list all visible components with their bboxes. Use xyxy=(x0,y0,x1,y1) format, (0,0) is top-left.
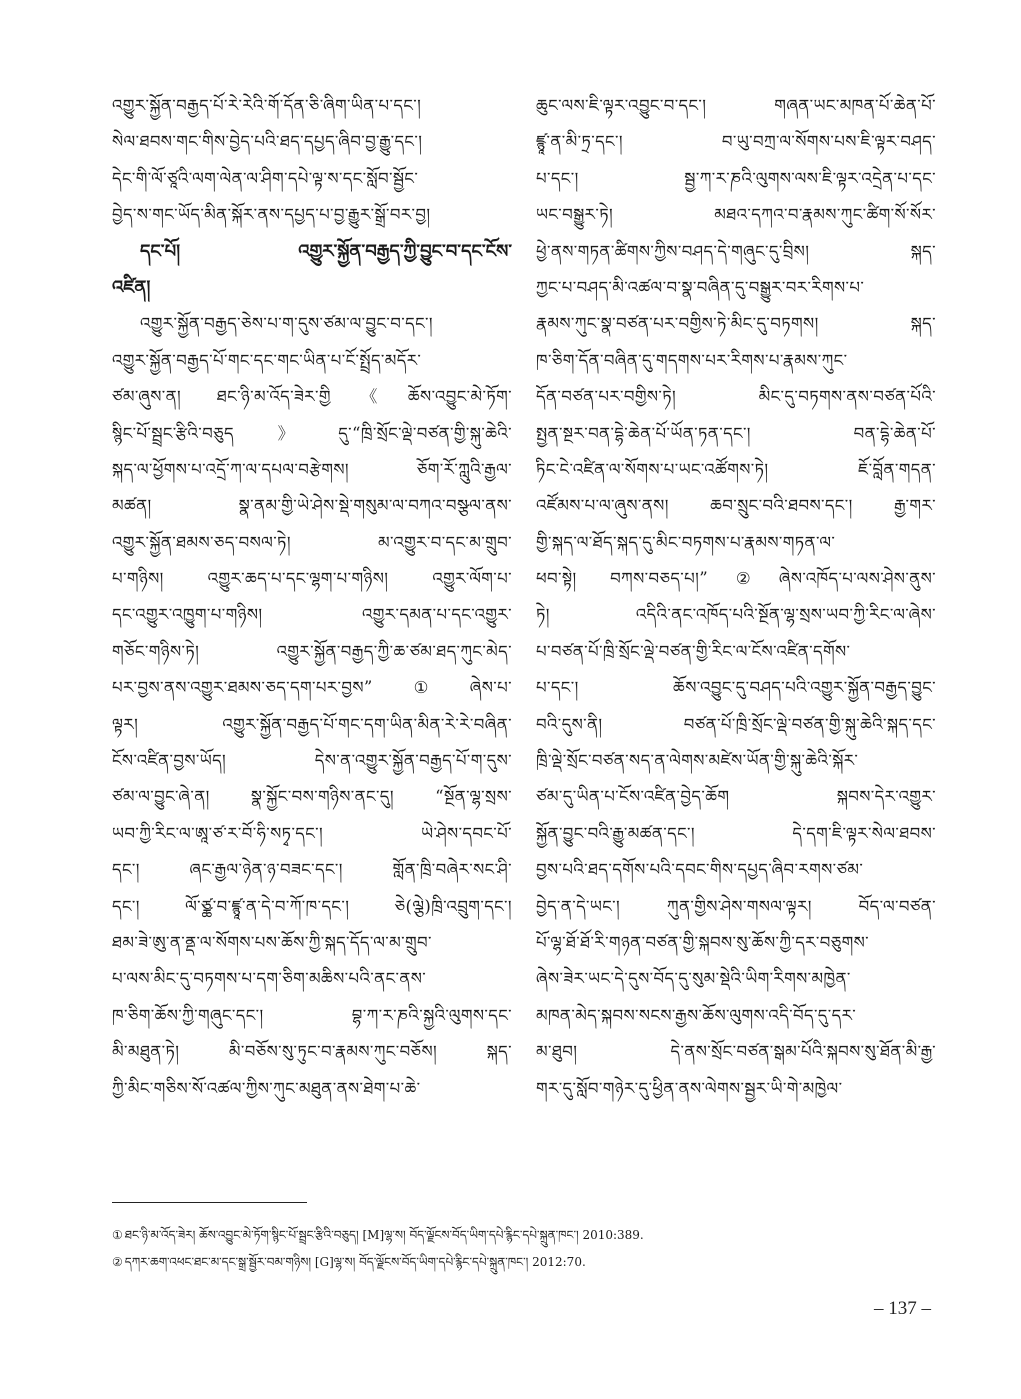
left-column xyxy=(112,88,512,1107)
paragraph-line: ཁ་ཅིག་ཆོས་ཀྱི་གཞུང་དང་། བྷ་ཀ་ར་ཎའི་སྐྱའི་ལུགས་དང་ xyxy=(112,1005,512,1025)
paragraph-line: དང་། ཞང་རྒྱལ་ཉེན་ཉ་བཟང་དང་། གློན་ཁྲི་བཞེར་སང་ཤི་ xyxy=(112,860,512,880)
text-line: ཁྲི་ལྡེ་སྲོང་བཙན་སད་ན་ལེགས་མཛེས་ཡོན་གྱི་སྐུ་ཆེའི་སྐོར་ xyxy=(536,751,859,771)
text-line: ཡང་བསྒྱུར་ཏེ། མཐའ་དཀའ་བ་རྣམས་ཀུང་ཚིག་སོ་སོར་ xyxy=(536,205,936,225)
footnote-1 xyxy=(112,1222,912,1249)
text-line: མཁན་མེད་སྐབས་སངས་རྒྱས་ཆོས་ལུགས་འདི་བོད་དུ་དར་ xyxy=(536,1005,857,1025)
text-line: ཆུང་ལས་ཇི་ལྟར་འབྱུང་བ་དང་། གཞན་ཡང་མཁན་པོ་ཆེན་པོ་ xyxy=(536,96,936,115)
section-heading-cont: འཛིན། xyxy=(112,276,151,298)
paragraph-line: ངོས་འཛིན་བྱས་ཡོད། དེས་ན་འགྱུར་སྐྱོན་བརྒྱད་པོ་ག་དུས་ xyxy=(112,751,512,771)
text-line: སེལ་ཐབས་གང་གིས་བྱེད་པའི་ཐད་དཔྱད་ཞིབ་བྱ་རྒྱུ་དང་། xyxy=(112,132,423,152)
footnote-mark: ② xyxy=(112,1255,123,1269)
paragraph-line: འགྱུར་སྐྱོན་བརྒྱད་པོ་གང་དང་གང་ཡིན་པ་ངོ་སྤྲོད་མདོར་ xyxy=(112,350,422,370)
paragraph-line: པ་གཉིས། འགྱུར་ཆད་པ་དང་ལྷག་པ་གཉིས། འགྱུར་ལོག་པ་ xyxy=(112,569,512,589)
text-line: ཁ་ཅིག་དོན་བཞིན་དུ་གདགས་པར་རིགས་པ་རྣམས་ཀུང་ xyxy=(536,350,848,370)
text-line: ཏེ། འདིའི་ནང་འཁོད་པའི་སྔོན་ལྷ་སྲས་ཡབ་ཀྱི་རིང་ལ་ཞེས་ xyxy=(536,605,936,625)
right-column xyxy=(536,88,936,1107)
text-line: ཞེས་ཟེར་ཡང་དེ་དུས་བོད་དུ་སུམ་སྡེའི་ཡིག་རིགས་མཁྱེན་ xyxy=(536,969,851,989)
paragraph-line: པ་ལས་མིང་དུ་བཏགས་པ་དག་ཅིག་མཆིས་པའི་ནང་ནས་ xyxy=(112,969,427,989)
text-line: པོ་ལྷ་ཐོ་ཐོ་རི་གཉན་བཙན་གྱི་སྐབས་སུ་ཆོས་ཀྱི་དར་བཅུགས་ xyxy=(536,932,870,952)
text-line: ཛྙཱ་ན་མི་ཏྲ་དང་། བ་ཡུ་བཀྲ་ལ་སོགས་པས་ཇི་ལྟར་བཤད་ xyxy=(536,132,936,152)
text-line: བྱེད་ན་དེ་ཡང་། ཀུན་གྱིས་ཤེས་གསལ་ལྟར། བོད་ལ་བཙན་ xyxy=(536,896,936,916)
footnotes xyxy=(112,1222,912,1276)
paragraph-line: དང་འགྱུར་འཁྱུག་པ་གཉིས། འགྱུར་དམན་པ་དང་འགྱུར་ xyxy=(112,605,512,625)
footnote-divider xyxy=(112,1202,307,1203)
text-line: བྱེད་ས་གང་ཡོད་མིན་སྐོར་ནས་དཔྱད་པ་བྱ་རྒྱུར་སྒྲོ་བར་བྱ། xyxy=(112,205,431,225)
footnote-mark: ① xyxy=(112,1228,123,1242)
text-line: དེང་གི་ལོ་ཙཱའི་ལག་ལེན་ལ་ཤིག་དཔེ་ལྟ་ས་དང་སློབ་སྦྱོང་ xyxy=(112,168,419,188)
text-line: བྱས་པའི་ཐད་དགོས་པའི་དབང་གིས་དཔྱད་ཞིབ་རགས་ཙམ་ xyxy=(536,860,864,880)
paragraph-line: འགྱུར་སྐྱོན་བརྒྱད་ཅེས་པ་ག་དུས་ཙམ་ལ་བྱུང་བ་དང་། xyxy=(140,314,433,334)
text-line: ཕྱེ་ནས་གཏན་ཚིགས་ཀྱིས་བཤད་དེ་གཞུང་དུ་བྲིས། སྐད་ xyxy=(536,241,936,261)
paragraph-line: སྐད་ལ་ཕྱོགས་པ་འདྲོ་ཀ་ལ་དཔལ་བརྩེགས། ཅོག་རོ་ཀླུའི་རྒྱལ་ xyxy=(112,459,512,479)
paragraph-line: ཐམ་ཟེ་ཨུ་ན་ནྡ་ལ་སོགས་པས་ཆོས་ཀྱི་སྐད་དོད་ལ་མ་གྲུབ་ xyxy=(112,932,432,952)
text-line: གྱི་སྐད་ལ་ཐོད་སྐད་དུ་མིང་བཏགས་པ་རྣམས་གཏན་ལ་ xyxy=(536,532,836,552)
text-line: སྐྱོན་བྱུང་བའི་རྒྱུ་མཚན་དང་། དེ་དག་ཇི་ལྟར་སེལ་ཐབས་ xyxy=(536,823,936,843)
text-line: འཛོམས་པ་ལ་ཞུས་ནས། ཆབ་སྲུང་བའི་ཐབས་དང་། རྒྱ་གར་ xyxy=(536,496,936,516)
paragraph-line: ཙམ་ལ་བྱུང་ཞེ་ན། སྣ་སྐྱོང་བས་གཉིས་ནང་དུ། “སྔོན་ལྷ་སྲས་ xyxy=(112,787,512,807)
footnote-2 xyxy=(112,1249,912,1276)
paragraph-line: པར་བྱས་ནས་འགྱུར་ཐམས་ཅད་དག་པར་བྱས”①ཞེས་པ་ xyxy=(112,678,512,698)
text-line: ཕབ་སྟེ། བཀས་བཅད་པ།”②ཞེས་འཁོད་པ་ལས་ཤེས་ནུས་ xyxy=(536,569,936,589)
footnote-text: དཀར་ཆག་འཕང་ཐང་མ་དང་སྒྲ་སྦྱོར་བམ་གཉིས། [G]ལྷ་ས། བོད་ལྗོངས་བོད་ཡིག་དཔེ་རྙིང་དཔེ་སྐྲུན་ཁང་། 2012:70. xyxy=(124,1255,586,1269)
paragraph-line: དང་། ལོ་ཙྪ་བ་ཛྙཱ་ན་དེ་བ་ཀོ་ཁ་དང་། ཅེ(ལྕེ)ཁྲི་འབྲུག་དང་། xyxy=(112,896,512,916)
text-line: འགྱུར་སྐྱོན་བརྒྱད་པོ་རེ་རེའི་གོ་དོན་ཅི་ཞིག་ཡིན་པ་དང་། xyxy=(112,96,422,115)
text-line: ཏིང་ངེ་འཛིན་ལ་སོགས་པ་ཡང་འཚོགས་ཏེ། ཇོ་བློན་གདན་ xyxy=(536,459,936,479)
text-line: པ་བཙན་པོ་ཁྲི་སྲོང་ལྡེ་བཙན་གྱི་རིང་ལ་ངོས་འཛིན་དགོས་ xyxy=(536,641,851,661)
text-line: དོན་བཙན་པར་བགྱིས་ཏེ། མིང་དུ་བཏགས་ནས་བཙན་པོའི་ xyxy=(536,387,936,407)
text-line: པ་དང་། སྦྱ་ཀ་ར་ཎའི་ལུགས་ལས་ཇི་ལྟར་འདྲེན་པ་དང་ xyxy=(536,168,936,188)
text-line: བའི་དུས་ནི། བཙན་པོ་ཁྲི་སྲོང་ལྡེ་བཙན་གྱི་སྐུ་ཆེའི་སྐད་དང་ xyxy=(536,714,936,734)
footnote-text: ཐང་ཉི་མ་འོད་ཟེར། ཆོས་འབྱུང་མེ་ཏོག་སྙིང་པོ་སྦྲང་རྩིའི་བཅུད། [M]ལྷ་ས། བོད་ལྗོངས་བོད་ཡིག་དཔེ་རྙིང་དཔེ་སྐྲུན་ཁང་། 2010:389. xyxy=(124,1228,644,1242)
text-line: ཀྱང་པ་བཤད་མི་འཚལ་བ་སྣ་བཞིན་དུ་བསྒྱུར་བར་རིགས་པ་ xyxy=(536,277,865,297)
paragraph-line: མཚན། སྣ་ནམ་གྱི་ཡེ་ཤེས་སྡེ་གསུམ་ལ་བཀའ་བསྩལ་ནས་ xyxy=(112,496,512,516)
paragraph-line: མི་མཐུན་ཏེ། མི་བཅོས་སུ་ཏུང་བ་རྣམས་ཀུང་བཅོས། སྐད་ xyxy=(112,1042,512,1062)
paragraph-line: གཅོང་གཉིས་ཏེ། འགྱུར་སྐྱོན་བརྒྱད་ཀྱི་ཆ་ཙམ་ཐད་ཀུང་མེད་ xyxy=(112,641,512,661)
text-line: གར་དུ་སློབ་གཉེར་དུ་ཕྱིན་ནས་ལེགས་སྦྱར་ཡི་གེ་མཁྱེལ་ xyxy=(536,1078,843,1098)
paragraph-line: ཀྱི་མིང་གཅིས་སོ་འཚལ་ཀྱིས་ཀུང་མཐུན་ནས་ཐེག་པ་ཆེ་ xyxy=(112,1078,421,1098)
paragraph-line: ལྟར། འགྱུར་སྐྱོན་བརྒྱད་པོ་གང་དག་ཡིན་མིན་རེ་རེ་བཞིན་ xyxy=(112,714,512,734)
text-line: སྤྱན་སྔར་བན་དྷེ་ཆེན་པོ་ཡོན་ཏན་དང་། བན་དྷེ་ཆེན་པོ་ xyxy=(536,423,936,443)
section-heading: དང་པོ། འགྱུར་སྐྱོན་བརྒྱད་ཀྱི་བྱུང་བ་དང་ངོས་ xyxy=(140,240,512,262)
text-line: མ་ཐུབ། དེ་ནས་སྲོང་བཙན་སྒམ་པོའི་སྐབས་སུ་ཐོན་མི་རྒྱ་ xyxy=(536,1042,936,1062)
text-line: ཙམ་དུ་ཡིན་པ་ངོས་འཛིན་བྱེད་ཆོག སྐབས་དེར་འགྱུར་ xyxy=(536,787,936,807)
paragraph-line: ཙམ་ཞུས་ན། ཐང་ཉི་མ་འོད་ཟེར་གྱི《ཆོས་འབྱུང་མེ་ཏོག་ xyxy=(112,387,512,407)
paragraph-line: སྙིང་པོ་སྦྲང་རྩིའི་བཅུད》དུ་“ཁྲི་སྲོང་ལྡེ་བཙན་གྱི་སྐུ་ཆེའི་ xyxy=(112,423,512,443)
text-line: པ་དང་། ཆོས་འབྱུང་དུ་བཤད་པའི་འགྱུར་སྐྱོན་བརྒྱད་བྱུང་ xyxy=(536,678,936,698)
text-line: རྣམས་ཀུང་སྣ་བཙན་པར་བགྱིས་ཏེ་མིང་དུ་བཏགས། སྐད་ xyxy=(536,314,936,334)
page-number: – 137 – xyxy=(874,1298,931,1319)
paragraph-line: འགྱུར་སྐྱོན་ཐམས་ཅད་བསལ་ཏེ། མ་འགྱུར་བ་དང་མ་གྲུབ་ xyxy=(112,532,512,552)
paragraph-line: ཡབ་ཀྱི་རིང་ལ་ཨཱ་ཙ་ར་བོ་ཧི་སཏྭ་དང་། ཡེ་ཤེས་དབང་པོ་ xyxy=(112,823,512,843)
